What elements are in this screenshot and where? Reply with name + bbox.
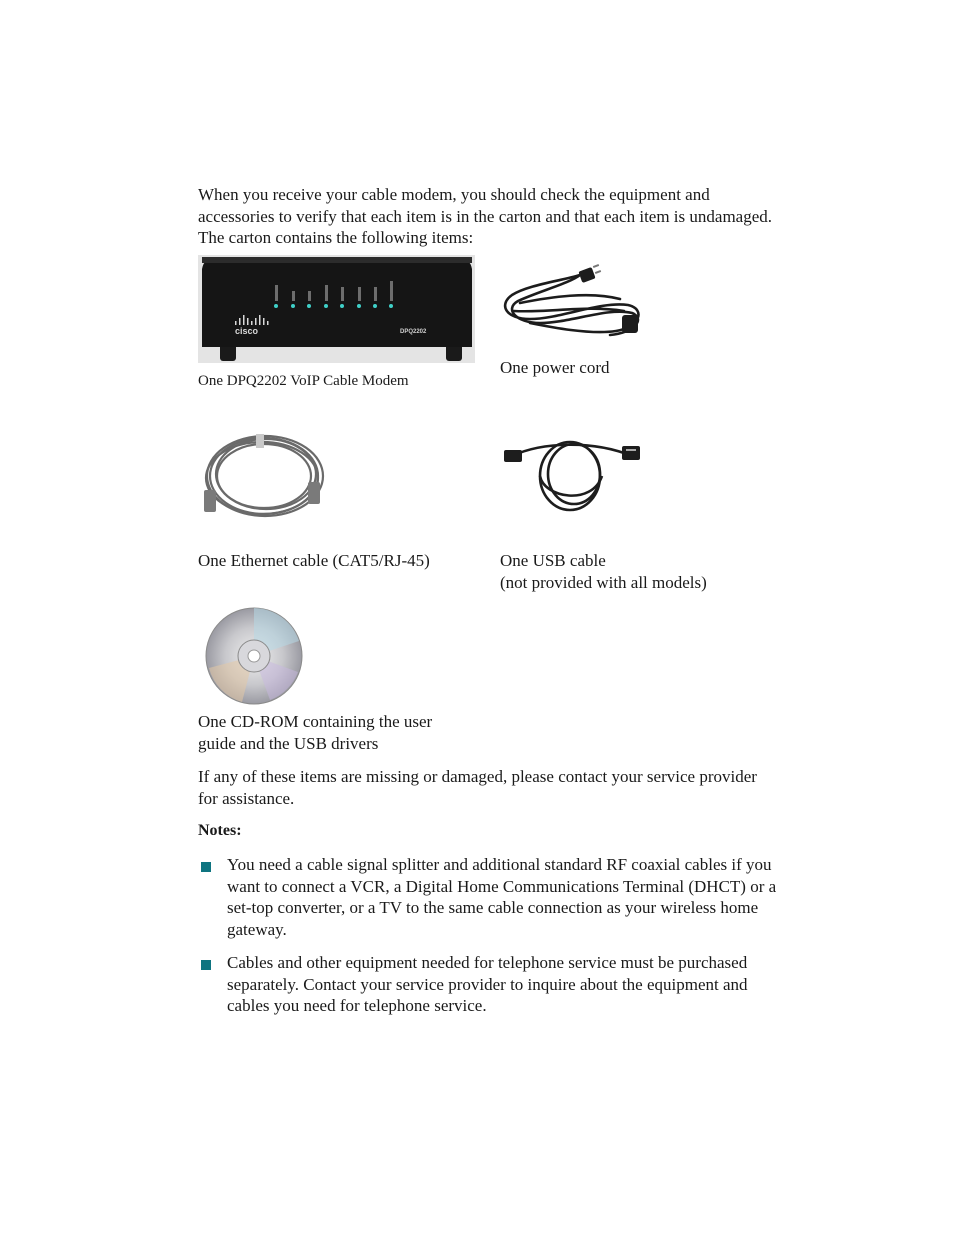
note-line: want to connect a VCR, a Digital Home Communications Terminal (DHCT) or a xyxy=(227,876,777,896)
missing-line: for assistance. xyxy=(198,788,295,808)
note-line: set-top converter, or a TV to the same cable connection as your wireless home xyxy=(227,898,759,917)
note-bullet xyxy=(227,952,748,1017)
cdrom-caption-line: guide and the USB drivers xyxy=(198,733,379,753)
power-cord-caption: One power cord xyxy=(500,358,610,377)
cdrom-image xyxy=(204,606,304,706)
intro-paragraph xyxy=(198,184,772,249)
power-cord-image xyxy=(500,261,646,345)
svg-text:DPQ2202: DPQ2202 xyxy=(400,329,427,335)
modem-image xyxy=(198,255,475,363)
note-bullet xyxy=(227,854,776,940)
note-line: Cables and other equipment needed for telephone service must be purchased xyxy=(227,953,748,972)
missing-paragraph xyxy=(198,766,757,809)
note-line: separately. Contact your service provider to inquire about the equipment and xyxy=(227,974,748,994)
cdrom-caption-line: One CD-ROM containing the user xyxy=(198,712,433,731)
intro-line: When you receive your cable modem, you should check the equipment and xyxy=(198,185,710,204)
svg-text:cisco: cisco xyxy=(235,326,259,336)
note-line: gateway. xyxy=(227,919,287,939)
notes-title: Notes: xyxy=(198,822,242,839)
bullet-1-icon xyxy=(201,859,211,877)
usb-caption xyxy=(500,550,707,593)
usb-cable-image xyxy=(502,436,642,514)
modem-caption: One DPQ2202 VoIP Cable Modem xyxy=(198,373,409,389)
note-line: cables you need for telephone service. xyxy=(227,996,487,1015)
note-line: You need a cable signal splitter and additional standard RF coaxial cables if you xyxy=(227,855,772,874)
missing-line: If any of these items are missing or damaged, please contact your service provider xyxy=(198,767,757,786)
intro-line: accessories to verify that each item is in the carton and that each item is undamaged. xyxy=(198,206,773,226)
bullet-2-icon xyxy=(201,957,211,975)
intro-line: The carton contains the following items: xyxy=(198,228,474,247)
usb-caption-line: One USB cable xyxy=(500,551,606,570)
ethernet-cable-image xyxy=(200,432,332,520)
cdrom-caption xyxy=(198,711,432,754)
usb-caption-line: (not provided with all models) xyxy=(500,572,707,592)
ethernet-caption: One Ethernet cable (CAT5/RJ-45) xyxy=(198,551,430,570)
